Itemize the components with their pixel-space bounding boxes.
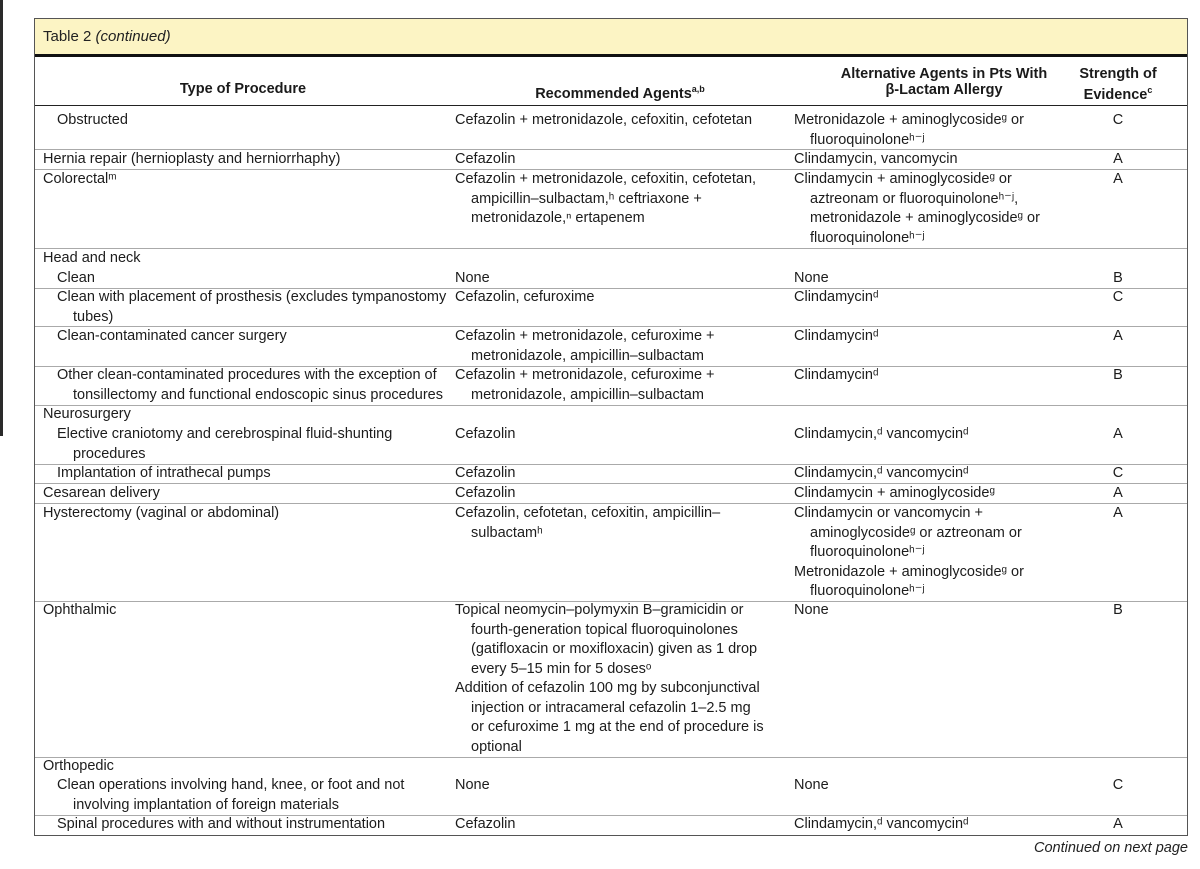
alternative-cell-line: None — [794, 602, 829, 618]
strength-cell: C — [1112, 289, 1124, 305]
alternative-cell-line: fluoroquinoloneʰ⁻ʲ — [810, 131, 925, 148]
procedure-cell — [57, 776, 452, 815]
alternative-cell-line: metronidazole + aminoglycosideᵍ or — [810, 210, 1040, 226]
recommended-cell-line: Cefazolin — [455, 816, 516, 832]
alternative-cell — [794, 776, 1094, 796]
procedure-cell-line: procedures — [73, 445, 146, 462]
recommended-cell-line: Cefazolin — [455, 485, 516, 501]
recommended-cell — [455, 815, 785, 835]
procedure-cell — [57, 425, 452, 464]
procedure-cell-line: Clean with placement of prosthesis (excludes tympanostomy — [57, 289, 447, 305]
alternative-cell — [794, 288, 1094, 308]
recommended-cell-line: sulbactamʰ — [471, 524, 543, 541]
header-strength-sup: c — [1147, 85, 1153, 95]
procedure-cell-line: Cesarean delivery — [43, 485, 160, 501]
procedure-cell — [57, 288, 452, 327]
header-alternative-line1: Alternative Agents in Pts With — [840, 66, 1048, 82]
alternative-cell-line: Clindamycin,ᵈ vancomycinᵈ — [794, 426, 969, 442]
table-row — [35, 815, 1187, 835]
strength-cell: B — [1113, 270, 1123, 286]
procedure-cell-line: Head and neck — [43, 250, 141, 266]
alternative-cell-line: Metronidazole + aminoglycosideᵍ or — [794, 112, 1024, 128]
procedure-cell — [43, 249, 443, 269]
continued-note: Continued on next page — [1034, 840, 1188, 856]
recommended-cell — [455, 464, 785, 484]
table-row — [35, 504, 1187, 602]
page-margin-tick — [0, 69, 3, 70]
header-recommended-sup: a,b — [691, 84, 705, 94]
alternative-cell — [794, 111, 1094, 150]
procedure-cell-line: Ophthalmic — [43, 602, 117, 618]
alternative-cell-line: None — [794, 777, 829, 793]
procedure-cell-line: involving implantation of foreign materials — [73, 796, 339, 813]
alternative-cell-line: Clindamycinᵈ — [794, 289, 879, 305]
recommended-cell — [455, 484, 785, 504]
procedure-cell — [43, 150, 443, 170]
recommended-cell — [455, 288, 785, 308]
page-margin-rule — [0, 0, 3, 436]
strength-cell: C — [1112, 465, 1124, 481]
alternative-cell — [794, 815, 1094, 835]
header-strength — [1065, 66, 1171, 103]
procedure-cell-line: tubes) — [73, 308, 114, 325]
alternative-cell-line: Metronidazole + aminoglycosideᵍ or — [794, 563, 1024, 580]
alternative-cell-line: fluoroquinoloneʰ⁻ʲ — [810, 544, 925, 560]
alternative-cell-line: fluoroquinoloneʰ⁻ʲ — [810, 229, 925, 246]
header-strength-line1: Strength of — [1079, 66, 1157, 82]
table-row — [35, 464, 1187, 484]
procedure-cell — [57, 111, 452, 131]
recommended-cell — [455, 327, 785, 366]
table-title-bar — [35, 19, 1187, 57]
strength-cell: A — [1113, 485, 1123, 501]
alternative-cell — [794, 366, 1094, 386]
procedure-cell-line: Colorectalᵐ — [43, 171, 117, 187]
table-row — [35, 269, 1187, 289]
alternative-cell-line: fluoroquinoloneʰ⁻ʲ — [810, 583, 925, 599]
alternative-cell-line: Clindamycin or vancomycin + — [794, 505, 983, 521]
procedure-cell — [43, 170, 443, 190]
alternative-cell-line: Clindamycinᵈ — [794, 367, 879, 383]
alternative-cell-line: Clindamycin, vancomycin — [794, 151, 958, 167]
procedure-cell — [57, 269, 452, 289]
alternative-cell-line: aztreonam or fluoroquinoloneʰ⁻ʲ, — [810, 190, 1019, 207]
table-title — [43, 28, 171, 45]
table-row — [35, 776, 1187, 816]
table-row — [35, 366, 1187, 406]
recommended-cell-line: injection or intracameral cefazolin 1–2.5 mg — [471, 699, 751, 716]
procedure-cell-line: Clean operations involving hand, knee, or foot and not — [57, 777, 405, 793]
recommended-cell-line: metronidazole, ampicillin–sulbactam — [471, 347, 704, 364]
header-alternative — [794, 66, 1094, 98]
alternative-cell-line: Clindamycin + aminoglycosideᵍ — [794, 485, 995, 501]
procedure-cell-line: Implantation of intrathecal pumps — [57, 465, 271, 481]
procedure-cell-line: Elective craniotomy and cerebrospinal fluid-shunting — [57, 426, 393, 442]
alternative-cell-line: aminoglycosideᵍ or aztreonam or — [810, 524, 1022, 541]
strength-cell: A — [1113, 328, 1123, 344]
recommended-cell-line: None — [455, 270, 490, 286]
procedure-cell — [43, 757, 443, 777]
recommended-cell-line: Cefazolin + metronidazole, cefuroxime + — [455, 367, 715, 383]
strength-cell: A — [1113, 505, 1123, 521]
procedure-cell-line: Other clean-contaminated procedures with the exception of — [57, 367, 437, 383]
strength-cell: A — [1113, 816, 1123, 832]
procedure-cell — [57, 366, 452, 405]
alternative-cell — [794, 484, 1094, 504]
header-strength-line2 — [1065, 82, 1171, 103]
strength-cell: A — [1113, 426, 1123, 442]
alternative-cell — [794, 327, 1094, 347]
alternative-cell-line: Clindamycin + aminoglycosideᵍ or — [794, 171, 1012, 187]
recommended-cell-line: ampicillin–sulbactam,ʰ ceftriaxone + — [471, 190, 702, 207]
alternative-cell-line: Clindamycinᵈ — [794, 328, 879, 344]
recommended-cell-line: Cefazolin — [455, 465, 516, 481]
table-row — [35, 405, 1187, 425]
recommended-cell-line: Cefazolin — [455, 151, 516, 167]
recommended-cell-line: None — [455, 777, 490, 793]
strength-cell: A — [1113, 151, 1123, 167]
procedure-cell — [43, 504, 443, 524]
procedure-cell — [57, 815, 452, 835]
recommended-cell-line: metronidazole,ⁿ ertapenem — [471, 210, 645, 226]
procedure-cell — [57, 327, 452, 347]
table-title-continued: (continued) — [95, 28, 171, 45]
recommended-cell-line: Cefazolin — [455, 426, 516, 442]
table-row — [35, 150, 1187, 170]
header-procedure: Type of Procedure — [179, 81, 307, 97]
recommended-cell-line: optional — [471, 738, 522, 755]
strength-cell: A — [1113, 171, 1123, 187]
recommended-cell-line: every 5–15 min for 5 dosesᵒ — [471, 660, 652, 677]
procedure-cell-line: Clean-contaminated cancer surgery — [57, 328, 287, 344]
table-row — [35, 170, 1187, 249]
recommended-cell — [455, 366, 785, 405]
recommended-cell-line: Cefazolin + metronidazole, cefoxitin, cefotetan, — [455, 171, 757, 187]
table-row — [35, 757, 1187, 776]
procedure-cell — [43, 484, 443, 504]
alternative-cell — [794, 601, 1094, 621]
table-row — [35, 425, 1187, 465]
recommended-cell-line: fourth-generation topical fluoroquinolones — [471, 621, 738, 638]
recommended-cell — [455, 601, 785, 757]
alternative-cell — [794, 425, 1094, 445]
table-row — [35, 288, 1187, 327]
procedure-cell-line: Clean — [57, 270, 95, 286]
recommended-cell-line: Addition of cefazolin 100 mg by subconjunctival — [455, 680, 760, 696]
procedure-cell-line: Hysterectomy (vaginal or abdominal) — [43, 505, 280, 521]
procedure-cell-line: tonsillectomy and functional endoscopic sinus procedures — [73, 386, 443, 403]
strength-cell: B — [1113, 367, 1123, 383]
table-container — [34, 18, 1188, 836]
header-recommended-label: Recommended Agents — [535, 85, 692, 102]
alternative-cell — [794, 269, 1094, 289]
alternative-cell — [794, 170, 1094, 248]
alternative-cell — [794, 504, 1094, 602]
recommended-cell — [455, 150, 785, 170]
procedure-cell-line: Hernia repair (hernioplasty and herniorrhaphy) — [43, 151, 341, 167]
header-rule — [35, 105, 1187, 106]
alternative-cell-line: Clindamycin,ᵈ vancomycinᵈ — [794, 816, 969, 832]
procedure-cell-line: Spinal procedures with and without instrumentation — [57, 816, 386, 832]
header-recommended — [455, 81, 785, 102]
header-strength-label: Evidence — [1083, 86, 1148, 103]
procedure-cell-line: Neurosurgery — [43, 406, 131, 422]
procedure-cell — [43, 405, 443, 425]
recommended-cell-line: (gatifloxacin or moxifloxacin) given as 1 drop — [471, 641, 758, 657]
procedure-cell — [43, 601, 443, 621]
recommended-cell — [455, 269, 785, 289]
strength-cell: B — [1113, 602, 1123, 618]
alternative-cell — [794, 464, 1094, 484]
recommended-cell-line: Cefazolin, cefuroxime — [455, 289, 595, 305]
alternative-cell-line: None — [794, 270, 829, 286]
strength-cell: C — [1112, 112, 1124, 128]
recommended-cell-line: Topical neomycin–polymyxin B–gramicidin or — [455, 602, 744, 618]
table-row — [35, 327, 1187, 367]
procedure-cell — [57, 464, 452, 484]
recommended-cell — [455, 170, 785, 229]
table-row — [35, 484, 1187, 504]
recommended-cell — [455, 111, 785, 131]
table-row — [35, 249, 1187, 268]
recommended-cell — [455, 425, 785, 445]
alternative-cell-line: Clindamycin,ᵈ vancomycinᵈ — [794, 465, 969, 481]
alternative-cell — [794, 150, 1094, 170]
recommended-cell-line: Cefazolin, cefotetan, cefoxitin, ampicillin– — [455, 505, 721, 521]
table-row — [35, 111, 1187, 150]
header-alternative-line2: β-Lactam Allergy — [885, 82, 1003, 98]
recommended-cell — [455, 504, 785, 543]
recommended-cell-line: or cefuroxime 1 mg at the end of procedure is — [471, 719, 764, 735]
recommended-cell — [455, 776, 785, 796]
recommended-cell-line: Cefazolin + metronidazole, cefuroxime + — [455, 328, 715, 344]
recommended-cell-line: Cefazolin + metronidazole, cefoxitin, cefotetan — [455, 112, 753, 128]
recommended-cell-line: metronidazole, ampicillin–sulbactam — [471, 386, 704, 403]
table-title-label: Table 2 — [43, 28, 92, 45]
procedure-cell-line: Obstructed — [57, 112, 128, 128]
procedure-cell-line: Orthopedic — [43, 758, 114, 774]
strength-cell: C — [1112, 777, 1124, 793]
table-row — [35, 601, 1187, 758]
